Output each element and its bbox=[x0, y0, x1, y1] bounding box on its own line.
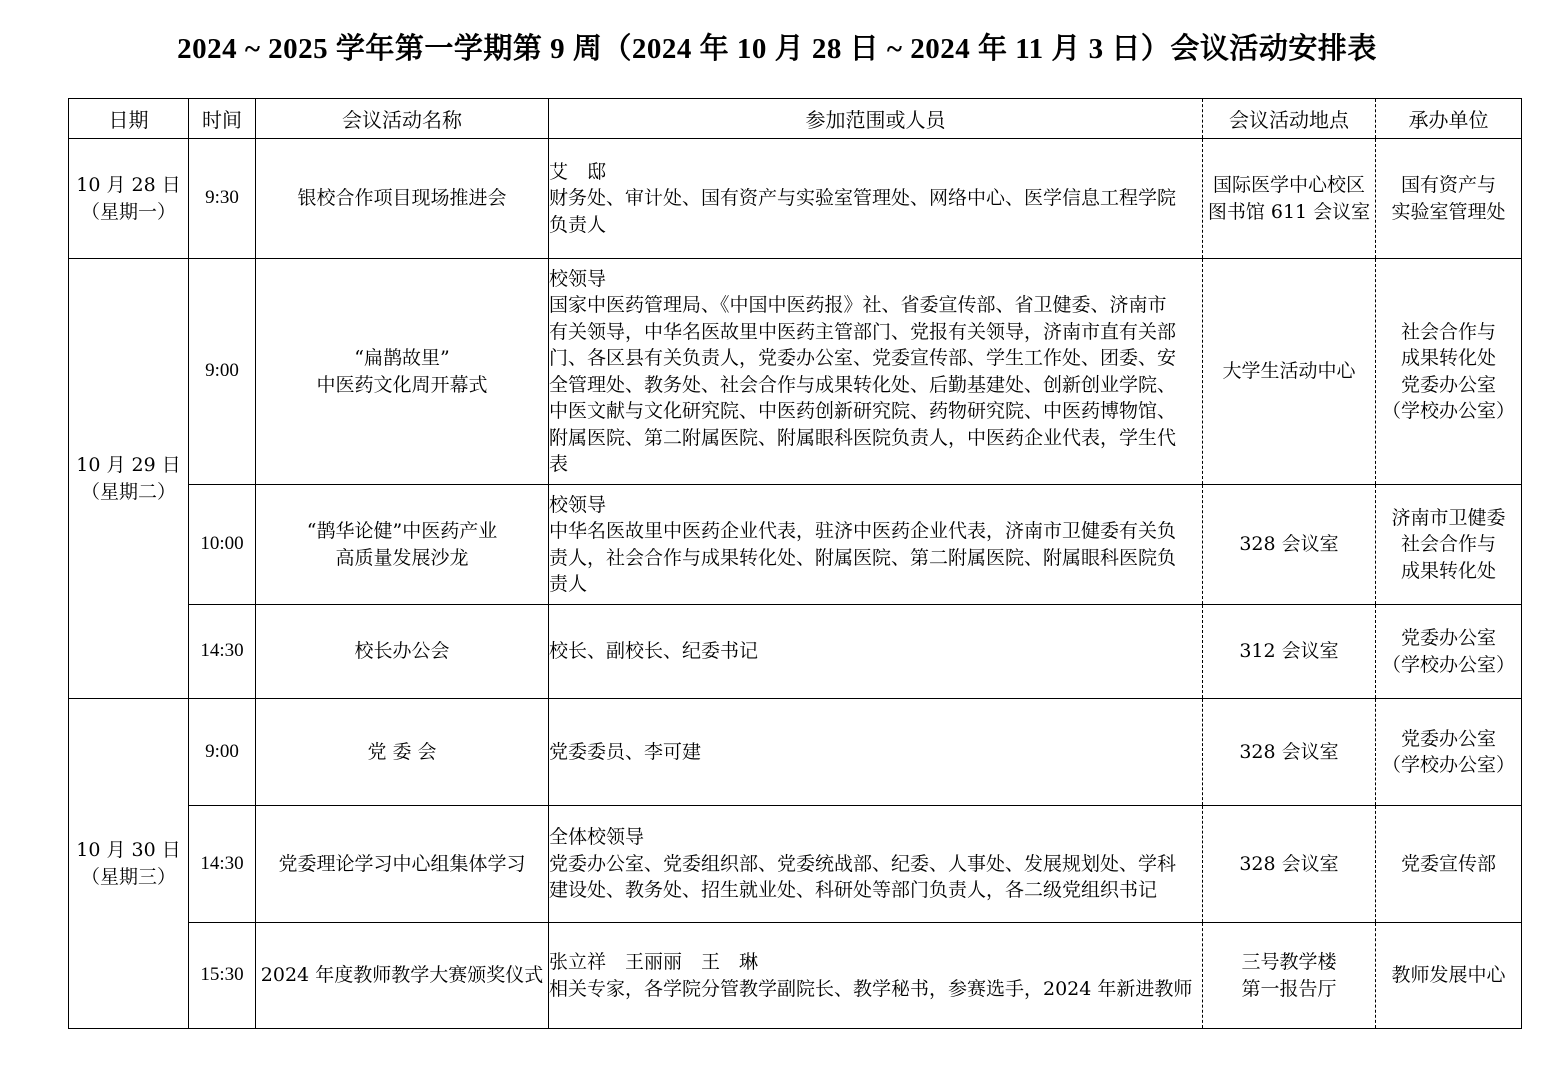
event-name-cell: “鹊华论健”中医药产业 高质量发展沙龙 bbox=[256, 485, 549, 605]
page-title: 2024 ~ 2025 学年第一学期第 9 周（2024 年 10 月 28 日 ~ 2024 年 11 月 3 日）会议活动安排表 bbox=[177, 33, 1377, 65]
table-row bbox=[69, 485, 1522, 605]
organizer-cell: 党委办公室 （学校办公室） bbox=[1376, 605, 1522, 699]
header-place: 会议活动地点 bbox=[1203, 99, 1376, 139]
event-name-cell: 银校合作项目现场推进会 bbox=[256, 139, 549, 259]
participants-cell: 艾 邸 财务处、审计处、国有资产与实验室管理处、网络中心、医学信息工程学院 负责人 bbox=[549, 139, 1203, 259]
time-cell: 9:00 bbox=[189, 699, 256, 806]
schedule-table bbox=[68, 98, 1522, 1029]
header-name: 会议活动名称 bbox=[256, 99, 549, 139]
date-cell: 10 月 30 日 （星期三） bbox=[69, 699, 189, 1029]
time-cell: 15:30 bbox=[189, 923, 256, 1029]
table-row bbox=[69, 605, 1522, 699]
date-cell: 10 月 29 日 （星期二） bbox=[69, 259, 189, 699]
table-row bbox=[69, 259, 1522, 485]
location-cell: 312 会议室 bbox=[1203, 605, 1376, 699]
event-name-cell: 校长办公会 bbox=[256, 605, 549, 699]
time-cell: 10:00 bbox=[189, 485, 256, 605]
participants-cell: 党委委员、李可建 bbox=[549, 699, 1203, 806]
location-cell: 大学生活动中心 bbox=[1203, 259, 1376, 485]
location-cell: 国际医学中心校区 图书馆 611 会议室 bbox=[1203, 139, 1376, 259]
time-cell: 14:30 bbox=[189, 806, 256, 923]
date-cell: 10 月 28 日 （星期一） bbox=[69, 139, 189, 259]
header-date: 日期 bbox=[69, 99, 189, 139]
table-row bbox=[69, 806, 1522, 923]
table-row bbox=[69, 923, 1522, 1029]
header-row bbox=[69, 99, 1522, 139]
table-row bbox=[69, 139, 1522, 259]
location-cell: 328 会议室 bbox=[1203, 485, 1376, 605]
organizer-cell: 党委办公室 （学校办公室） bbox=[1376, 699, 1522, 806]
participants-cell: 校领导 中华名医故里中医药企业代表，驻济中医药企业代表，济南市卫健委有关负 责人，社会合作与成果转化处、附属医院、第二附属医院、附属眼科医院负 责人 bbox=[549, 485, 1203, 605]
location-cell: 328 会议室 bbox=[1203, 806, 1376, 923]
time-cell: 9:30 bbox=[189, 139, 256, 259]
organizer-cell: 国有资产与 实验室管理处 bbox=[1376, 139, 1522, 259]
participants-cell: 全体校领导 党委办公室、党委组织部、党委统战部、纪委、人事处、发展规划处、学科 建设处、教务处、招生就业处、科研处等部门负责人，各二级党组织书记 bbox=[549, 806, 1203, 923]
participants-cell: 张立祥 王丽丽 王 琳 相关专家，各学院分管教学副院长、教学秘书，参赛选手，2024 年新进教师 bbox=[549, 923, 1203, 1029]
event-name-cell: 2024 年度教师教学大赛颁奖仪式 bbox=[256, 923, 549, 1029]
header-host: 承办单位 bbox=[1376, 99, 1522, 139]
event-name-cell: “扁鹊故里” 中医药文化周开幕式 bbox=[256, 259, 549, 485]
time-cell: 9:00 bbox=[189, 259, 256, 485]
time-cell: 14:30 bbox=[189, 605, 256, 699]
organizer-cell: 教师发展中心 bbox=[1376, 923, 1522, 1029]
organizer-cell: 党委宣传部 bbox=[1376, 806, 1522, 923]
participants-cell: 校领导 国家中医药管理局、《中国中医药报》社、省委宣传部、省卫健委、济南市 有关领导，中华名医故里中医药主管部门、党报有关领导，济南市直有关部 门、各区县有关负责人，党委办公室、党委宣传部、学生工作处、团委、安 全管理处、教务处、社会合作与成果转化处、后勤基建处、创新创业学院、 中医文献与文化研究院、中医药创新研究院、药物研究院、中医药博物馆、 附属医院、第二附属医院、附属眼科医院负责人，中医药企业代表，学生代 表 bbox=[549, 259, 1203, 485]
organizer-cell: 社会合作与 成果转化处 党委办公室 （学校办公室） bbox=[1376, 259, 1522, 485]
participants-cell: 校长、副校长、纪委书记 bbox=[549, 605, 1203, 699]
header-time: 时间 bbox=[189, 99, 256, 139]
location-cell: 328 会议室 bbox=[1203, 699, 1376, 806]
table-row bbox=[69, 699, 1522, 806]
location-cell: 三号教学楼 第一报告厅 bbox=[1203, 923, 1376, 1029]
event-name-cell: 党 委 会 bbox=[256, 699, 549, 806]
header-people: 参加范围或人员 bbox=[549, 99, 1203, 139]
event-name-cell: 党委理论学习中心组集体学习 bbox=[256, 806, 549, 923]
organizer-cell: 济南市卫健委 社会合作与 成果转化处 bbox=[1376, 485, 1522, 605]
